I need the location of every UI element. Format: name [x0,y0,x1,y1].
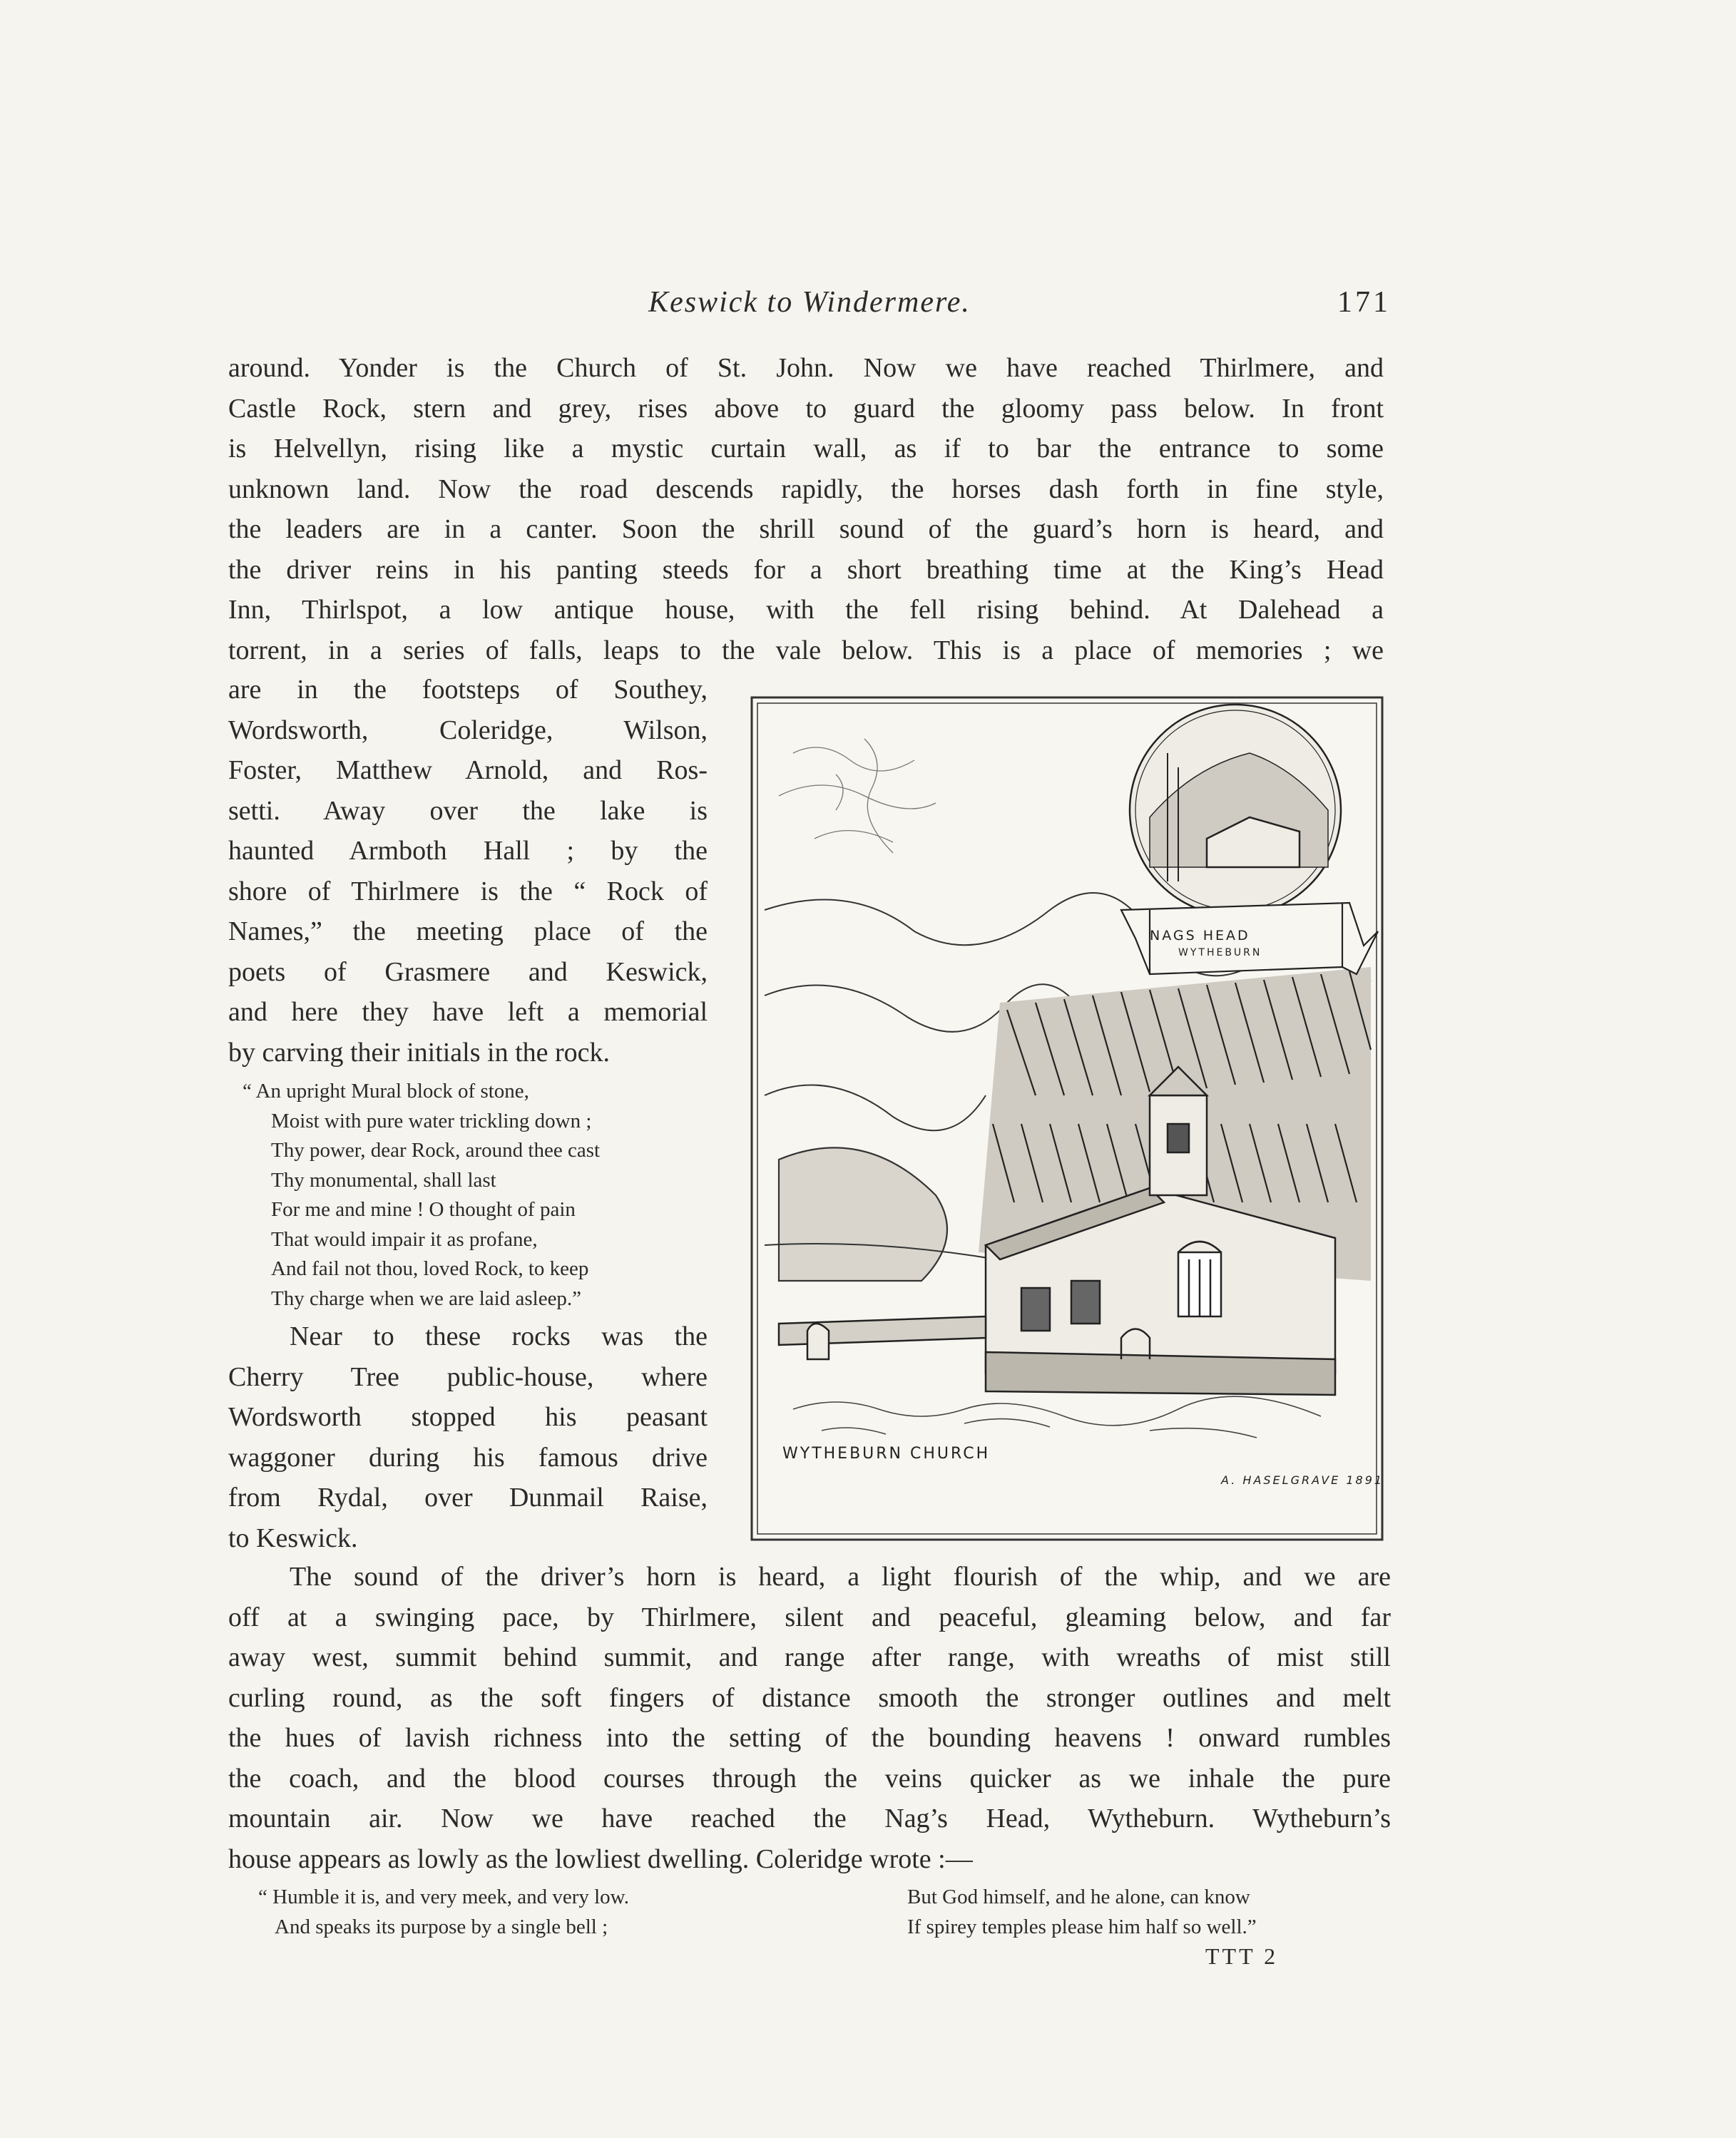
text-line: the hues of lavish richness into the setting of the bounding heavens ! onward rumbles [228,1723,1391,1753]
text-line: and here they have left a memorial [228,997,708,1027]
text-line: are in the footsteps of Southey, [228,675,708,705]
poem-line: Thy charge when we are laid asleep.” [271,1287,582,1310]
poem-line: Moist with pure water trickling down ; [271,1109,592,1132]
text-line: Cherry Tree public-house, where [228,1361,708,1392]
text-line: away west, summit behind summit, and range after range, with wreaths of mist still [228,1642,1391,1672]
text-line: shore of Thirlmere is the “ Rock of [228,876,708,906]
poem-line: Thy power, dear Rock, around thee cast [271,1139,601,1162]
artist-signature: A. HASELGRAVE 1891 [1221,1473,1384,1487]
page-number: 171 [1337,286,1391,319]
text-line: Wordsworth stopped his peasant [228,1402,708,1432]
poem-line: If spirey temples please him half so well.” [907,1915,1257,1938]
poem-line: For me and mine ! O thought of pain [271,1198,576,1221]
coleridge-poem-left [258,1883,774,1942]
running-title: Keswick to Windermere. [648,286,971,319]
text-line: the leaders are in a canter. Soon the shrill sound of the guard’s horn is heard, and [228,514,1384,544]
poem-line: That would impair it as profane, [271,1227,538,1251]
text-line: poets of Grasmere and Keswick, [228,956,708,987]
paragraph-3 [228,1557,1391,1879]
paragraph-1 [228,348,1384,670]
text-line: haunted Armboth Hall ; by the [228,836,708,866]
paragraph-2 [228,1316,708,1558]
text-line: off at a swinging pace, by Thirlmere, silent and peaceful, gleaming below, and far [228,1602,1391,1632]
text-line: Castle Rock, stern and grey, rises above to guard the gloomy pass below. In front [228,393,1384,424]
text-line: Near to these rocks was the [290,1321,708,1351]
paragraph-1-continued [228,670,708,1073]
printer-signature-mark: TTT 2 [1205,1943,1279,1969]
text-line: The sound of the driver’s horn is heard, a light flourish of the whip, and we are [290,1562,1391,1592]
running-head [228,285,1391,328]
text-line: is Helvellyn, rising like a mystic curtain wall, as if to bar the entrance to some [228,434,1384,464]
text-line: house appears as lowly as the lowliest dwelling. Coleridge wrote :— [228,1843,973,1874]
poem-rock-of-names [242,1077,713,1314]
text-line: the coach, and the blood courses through the veins quicker as we inhale the pure [228,1763,1391,1794]
text-line: Names,” the meeting place of the [228,916,708,946]
text-line: from Rydal, over Dunmail Raise, [228,1483,708,1513]
text-line: Wordsworth, Coleridge, Wilson, [228,715,708,745]
text-line: torrent, in a series of falls, leaps to the vale below. This is a place of memories ; we [228,635,1384,665]
text-line: mountain air. Now we have reached the Nag’s Head, Wytheburn. Wytheburn’s [228,1804,1391,1833]
poem-line: Thy monumental, shall last [271,1168,496,1192]
text-line: to Keswick. [228,1523,358,1553]
wytheburn-church-illustration [750,696,1384,1541]
coleridge-poem-right [907,1883,1406,1942]
text-line: around. Yonder is the Church of St. John. Now we have reached Thirlmere, and [228,353,1384,383]
text-line: Inn, Thirlspot, a low antique house, with the fell rising behind. At Dalehead a [228,595,1384,625]
inset-caption-line-2: WYTHEBURN [1178,947,1262,958]
poem-line: “ An upright Mural block of stone, [242,1080,529,1103]
text-line: the driver reins in his panting steeds for a short breathing time at the King’s Head [228,554,1384,585]
text-line: setti. Away over the lake is [228,795,708,826]
illustration-caption: WYTHEBURN CHURCH [782,1445,991,1463]
inset-caption-line-1: NAGS HEAD [1150,928,1250,943]
text-line: waggoner during his famous drive [228,1442,708,1473]
text-line: curling round, as the soft fingers of distance smooth the stronger outlines and melt [228,1682,1391,1713]
engraving-drawing [750,696,1384,1541]
text-line: by carving their initials in the rock. [228,1037,611,1068]
text-line: unknown land. Now the road descends rapidly, the horses dash forth in fine style, [228,474,1384,504]
poem-line: And speaks its purpose by a single bell ; [275,1915,608,1938]
poem-line: And fail not thou, loved Rock, to keep [271,1257,589,1280]
poem-line: But God himself, and he alone, can know [907,1886,1250,1908]
poem-line: “ Humble it is, and very meek, and very low. [258,1886,629,1908]
text-line: Foster, Matthew Arnold, and Ros- [228,755,708,785]
